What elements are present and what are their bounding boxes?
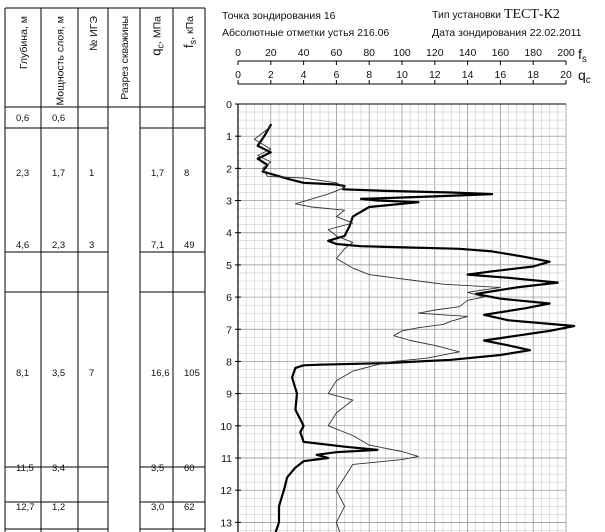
table-cell-thickness: 2,3	[52, 240, 66, 251]
depth-tick-label: 9	[226, 388, 232, 401]
column-header-depth: Глубина, м	[18, 16, 30, 70]
qc-tick-label: 8	[366, 69, 373, 81]
sounding-date-label: Дата зондирования	[432, 27, 527, 39]
table-cell-depth: 11,5	[16, 463, 34, 474]
column-header-thickness: Мощность слоя, м	[54, 16, 67, 106]
qc-tick-label: 12	[428, 69, 441, 81]
depth-tick-label: 1	[226, 131, 232, 144]
table-cell-qc: 3,5	[151, 463, 165, 474]
fs-tick-label: 0	[235, 47, 241, 59]
depth-tick-label: 6	[226, 292, 232, 305]
depth-tick-label: 8	[226, 356, 232, 369]
qc-axis-label: $q_c$	[578, 67, 591, 86]
qc-tick-label: 10	[396, 69, 408, 81]
table-cell-thickness: 0,6	[52, 113, 66, 124]
chart-grid	[238, 104, 566, 532]
rig-type-value: ТЕСТ-К2	[503, 7, 560, 22]
rig-type-label: Тип установки	[432, 9, 502, 21]
fs-axis-label: $f_s$	[578, 46, 587, 65]
table-cell-depth: 2,3	[16, 168, 30, 179]
column-header-fs: fs, кПа	[181, 16, 198, 48]
table-cell-thickness: 1,2	[52, 502, 66, 513]
table-cell-qc: 3,0	[151, 502, 165, 513]
qc-tick-label: 14	[461, 69, 474, 81]
table-cell-qc: 16,6	[151, 368, 170, 379]
fs-tick-label: 60	[330, 47, 343, 59]
table-cell-depth: 12,7	[16, 502, 35, 513]
qc-tick-label: 20	[560, 69, 572, 81]
table-cell-thickness: 1,7	[52, 168, 66, 179]
qc-tick-label: 2	[267, 69, 274, 81]
fs-tick-label: 140	[458, 47, 477, 59]
table-cell-qc: 1,7	[151, 168, 165, 179]
depth-tick-label: 4	[226, 227, 232, 240]
table-cell-qc: 7,1	[151, 240, 165, 251]
fs-tick-label: 200	[557, 47, 575, 59]
sounding-point-value: 16	[323, 10, 336, 22]
qc-tick-label: 16	[494, 69, 507, 81]
fs-tick-label: 40	[297, 47, 310, 59]
qc-tick-label: 18	[527, 69, 540, 81]
qc-tick-label: 0	[235, 69, 241, 81]
table-cell-fs: 8	[184, 168, 190, 179]
table-cell-ige: 3	[89, 240, 95, 251]
table-cell-fs: 60	[184, 463, 195, 474]
sounding-point-label: Точка зондирования	[222, 10, 321, 22]
table-cell-ige: 1	[89, 168, 95, 179]
table-cell-depth: 0,6	[16, 113, 30, 124]
fs-tick-label: 180	[524, 47, 542, 59]
rig-type	[432, 7, 560, 23]
sounding-date	[432, 27, 582, 39]
depth-tick-label: 7	[226, 324, 232, 337]
depth-tick-label: 10	[220, 420, 232, 433]
table-cell-fs: 105	[184, 368, 200, 379]
column-header-ige: № ИГЭ	[88, 16, 100, 51]
fs-tick-label: 20	[264, 47, 277, 59]
column-header-section: Разрез скважины	[119, 16, 131, 100]
fs-tick-label: 160	[491, 47, 510, 59]
table-cell-fs: 62	[184, 502, 195, 513]
depth-tick-label: 3	[226, 195, 232, 208]
fs-tick-label: 100	[393, 47, 411, 59]
fs-tick-label: 80	[363, 47, 376, 59]
table-cell-fs: 49	[184, 240, 195, 251]
fs-tick-label: 120	[426, 47, 444, 59]
depth-tick-label: 5	[226, 259, 232, 272]
table-cell-depth: 4,6	[16, 240, 30, 251]
sounding-date-value: 22.02.2011	[529, 27, 582, 39]
depth-tick-label: 13	[220, 517, 232, 530]
depth-tick-label: 0	[226, 99, 232, 111]
table-cell-ige: 7	[89, 368, 95, 379]
table-cell-depth: 8,1	[16, 368, 30, 379]
qc-tick-label: 4	[300, 69, 307, 81]
column-header-qc: qc, МПа	[148, 16, 166, 56]
qc-tick-label: 6	[333, 69, 340, 81]
depth-tick-label: 11	[221, 452, 232, 465]
table-cell-thickness: 3,4	[52, 463, 66, 474]
elevation	[222, 27, 389, 39]
elevation-value: 216.06	[357, 27, 390, 39]
depth-tick-label: 2	[226, 163, 232, 176]
elevation-label: Абсолютные отметки устья	[222, 27, 355, 39]
depth-tick-label: 12	[220, 485, 232, 498]
table-cell-thickness: 3,5	[52, 368, 66, 379]
sounding-point	[222, 10, 336, 22]
